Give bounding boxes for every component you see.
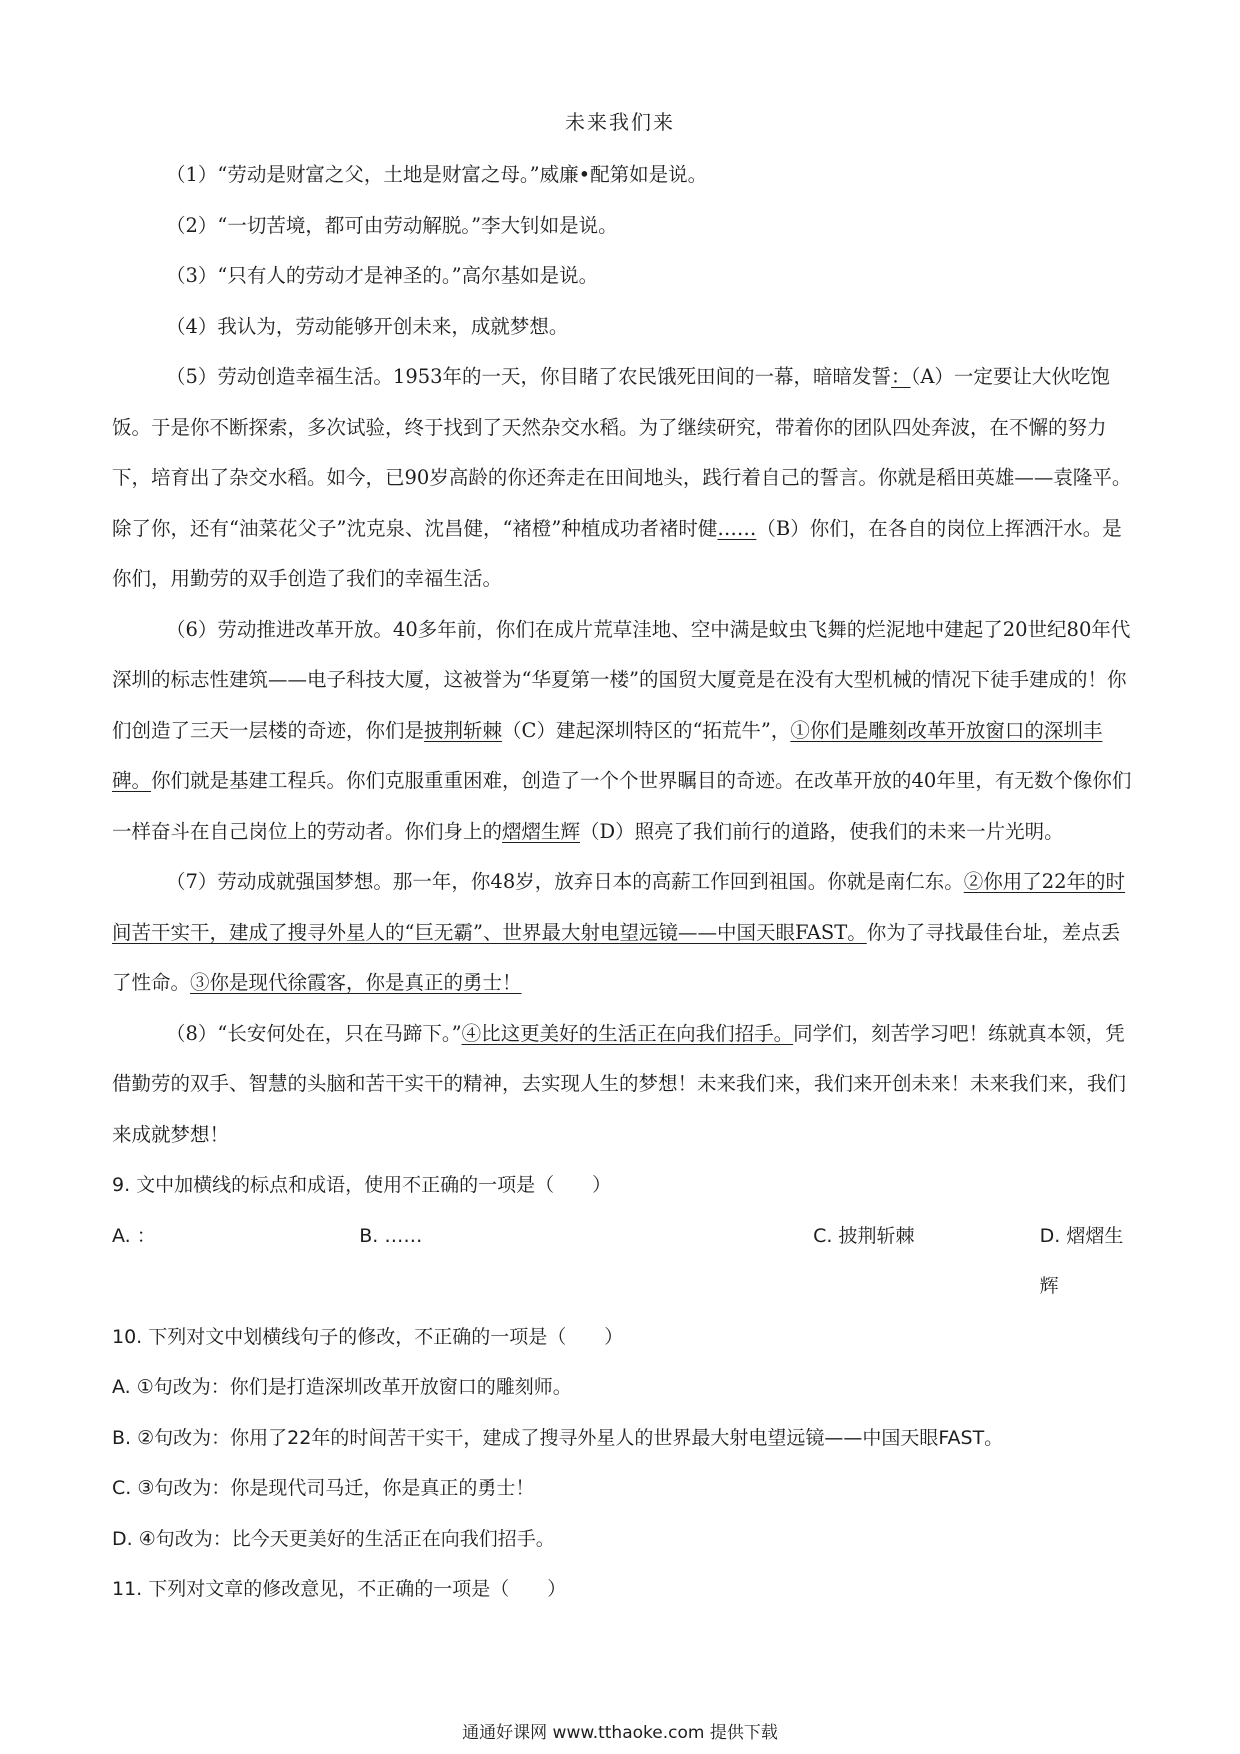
q10-option-d: D. ④句改为：比今天更美好的生活正在向我们招手。 — [112, 1527, 555, 1550]
paragraph-7-text-a: （7）劳动成就强国梦想。那一年，你48岁，放弃日本的高薪工作回到祖国。你就是南仁东。 — [166, 870, 964, 893]
question-9-stem: 9. 文中加横线的标点和成语，使用不正确的一项是（ ） — [112, 1174, 612, 1196]
paragraph-8 — [112, 1009, 1132, 1161]
paragraph-7-text-c: 你为了寻找最佳台址，差点丢了性命。 — [112, 920, 1121, 994]
footer-source: 通通好课网 www.tthaoke.com 提供下载 — [462, 1723, 778, 1743]
underlined-colon: ： — [891, 365, 911, 388]
paragraph-6-text-g: （D）照亮了我们前行的道路，使我们的未来一片光明。 — [580, 819, 1064, 843]
paragraph-6 — [112, 605, 1132, 858]
paragraph-1: （1）“劳动是财富之父，土地是财富之母。”威廉•配第如是说。 — [166, 163, 708, 186]
paragraph-3: （3）“只有人的劳动才是神圣的。”高尔基如是说。 — [166, 264, 599, 287]
underlined-idiom-d: 熠熠生辉 — [502, 819, 581, 843]
paragraph-4: （4）我认为，劳动能够开创未来，成就梦想。 — [166, 314, 569, 338]
paragraph-8-text-c: 同学们，刻苦学习吧！练就真本领，凭借勤劳的双手、智慧的头脑和苦干实干的精神，去实现人生的梦想！未来我们来，我们来开创未来！未来我们来，我们来成就梦想！ — [112, 1021, 1127, 1146]
underlined-sentence-1: ①你们是雕刻改革开放窗口的深圳丰碑。 — [112, 718, 1103, 792]
article-body — [112, 150, 1132, 1615]
paragraph-6-text-a: （6）劳动推进改革开放。40多年前，你们在成片荒草洼地、空中满是蚊虫飞舞的烂泥地中建起了20世纪80年代深圳的标志性建筑——电子科技大厦，这被誉为“华夏第一楼”的国贸大厦竟是在没有大型机械的情况下徒手建成的！你们创造了三天一层楼的奇迹，你们是 — [112, 617, 1131, 742]
question-9-options — [112, 1211, 1132, 1312]
underlined-idiom-c: 披荆斩棘 — [424, 718, 503, 742]
paragraph-6-text-e: 你们就是基建工程兵。你们克服重重困难，创造了一个个世界瞩目的奇迹。在改革开放的40年里，有无数个像你们一样奋斗在自己岗位上的劳动者。你们身上的 — [112, 769, 1132, 843]
q10-option-c: C. ③句改为：你是现代司马迁，你是真正的勇士！ — [112, 1477, 535, 1499]
underlined-sentence-4: ④比这更美好的生活正在向我们招手。 — [461, 1021, 794, 1045]
paragraph-5-text-c: （A）一定要让大伙吃饱饭。于是你不断探索，多次试验，终于找到了天然杂交水稻。为了继续研究，带着你的团队四处奔波，在不懈的努力下，培育出了杂交水稻。如今，已90岁高龄的你还奔走在田间地头，践行着自己的誓言。你就是稻田英雄——袁隆平。除了你，还有“油菜花父子”沈克泉、沈昌健，“褚橙”种植成功者褚时健 — [112, 365, 1132, 540]
q9-option-a: A. ： — [112, 1224, 156, 1247]
q9-option-c: C. 披荆斩棘 — [813, 1224, 915, 1247]
paragraph-2: （2）“一切苦境，都可由劳动解脱。”李大钊如是说。 — [166, 213, 618, 237]
paragraph-8-text-a: （8）“长安何处在，只在马蹄下。” — [166, 1021, 462, 1045]
q9-option-b: B. …… — [359, 1224, 423, 1247]
paragraph-5-text-e: （B）你们，在各自的岗位上挥洒汗水。是你们，用勤劳的双手创造了我们的幸福生活。 — [112, 516, 1122, 590]
q10-option-a: A. ①句改为：你们是打造深圳改革开放窗口的雕刻师。 — [112, 1376, 572, 1398]
underlined-sentence-2: ②你用了22年的时间苦干实干，建成了搜寻外星人的“巨无霸”、世界最大射电望远镜——中国天眼FAST。 — [112, 870, 1126, 944]
paragraph-6-text-c: （C）建起深圳特区的“拓荒牛”， — [502, 718, 791, 742]
q10-option-b: B. ②句改为：你用了22年的时间苦干实干，建成了搜寻外星人的世界最大射电望远镜——中国天眼FAST。 — [112, 1426, 1004, 1449]
paragraph-5-text-a: （5）劳动创造幸福生活。1953年的一天，你目睹了农民饿死田间的一幕，暗暗发誓 — [166, 365, 892, 388]
paragraph-5 — [112, 352, 1132, 605]
underlined-sentence-3: ③你是现代徐霞客，你是真正的勇士！ — [190, 971, 522, 994]
question-11-stem: 11. 下列对文章的修改意见，不正确的一项是（ ） — [112, 1578, 567, 1600]
underlined-ellipsis: …… — [717, 516, 757, 540]
question-10-stem: 10. 下列对文中划横线句子的修改，不正确的一项是（ ） — [112, 1325, 624, 1348]
q9-option-d: D. 熠熠生辉 — [1039, 1224, 1124, 1297]
paragraph-7 — [112, 857, 1132, 1009]
page-title: 未来我们来 — [565, 110, 675, 134]
